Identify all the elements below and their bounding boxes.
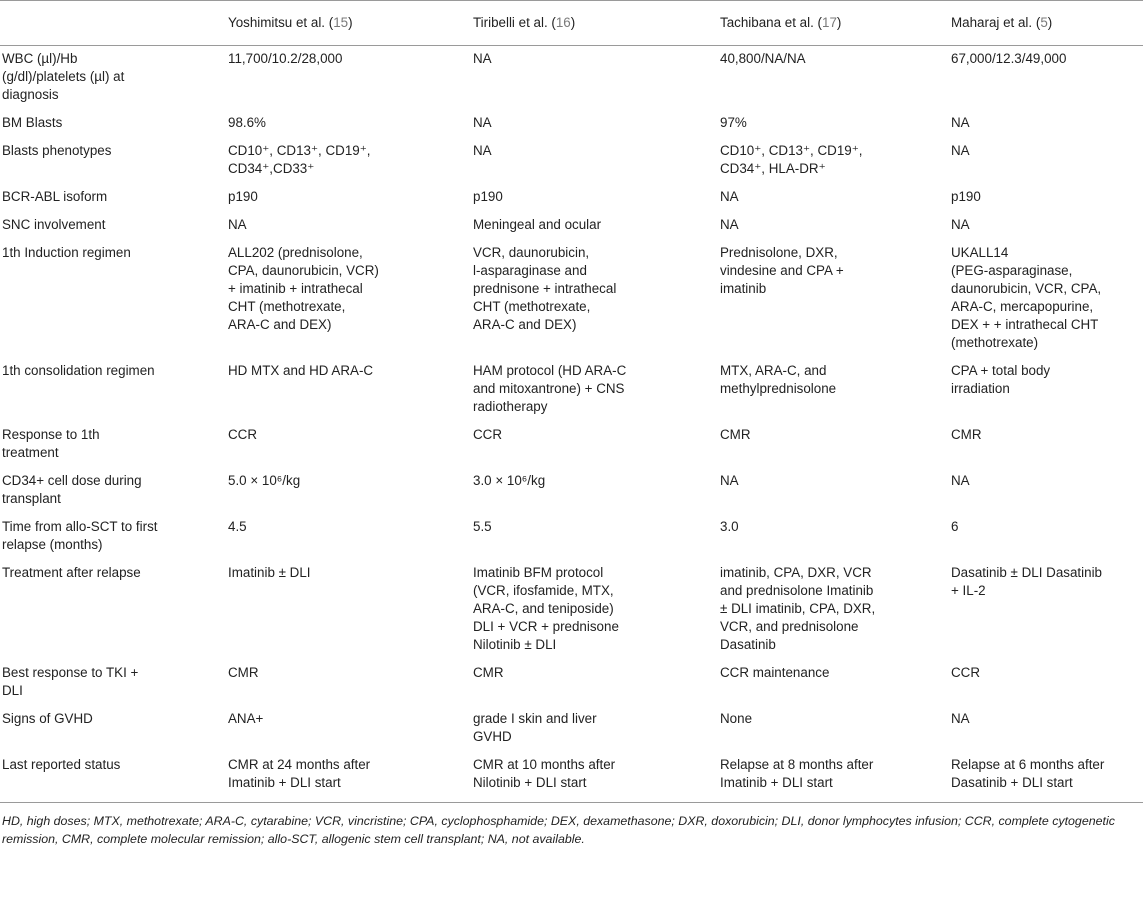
table-cell: Prednisolone, DXR, vindesine and CPA + imatinib (720, 245, 844, 296)
table-cell: 97% (720, 115, 747, 130)
row-label: WBC (µl)/Hb (g/dl)/platelets (µl) at diagnosis (2, 51, 125, 102)
row-label: Time from allo-SCT to first relapse (months) (2, 519, 158, 552)
table-cell: Dasatinib ± DLI Dasatinib + IL-2 (951, 565, 1102, 598)
column-ref-link[interactable]: 17 (822, 15, 837, 30)
table-cell: CPA + total body irradiation (951, 363, 1051, 396)
table-cell: NA (951, 217, 970, 232)
column-name: Tiribelli et al. (473, 15, 548, 30)
table-cell: Imatinib BFM protocol (VCR, ifosfamide, MTX, ARA-C, and teniposide) DLI + VCR + prednisone Nilotinib ± DLI (473, 565, 619, 652)
table-cell: MTX, ARA-C, and methylprednisolone (720, 363, 837, 396)
table-cell: Imatinib ± DLI (228, 565, 311, 580)
table-cell: NA (951, 143, 970, 158)
table-cell: NA (951, 711, 970, 726)
table-cell: 98.6% (228, 115, 266, 130)
row-label: 1th Induction regimen (2, 245, 131, 260)
table-cell: HD MTX and HD ARA-C (228, 363, 374, 378)
row-label: Treatment after relapse (2, 565, 141, 580)
table-cell: NA (951, 115, 970, 130)
table-row (0, 706, 1143, 752)
table-cell: 5.0 × 10⁶/kg (228, 473, 301, 488)
table-cell: NA (228, 217, 247, 232)
table-cell: UKALL14 (PEG-asparaginase, daunorubicin, VCR, CPA, ARA-C, mercapopurine, DEX + + intrathecal CHT (methotrexate) (951, 245, 1102, 350)
table-cell: CMR (473, 665, 504, 680)
row-label: Blasts phenotypes (2, 143, 112, 158)
row-label: 1th consolidation regimen (2, 363, 155, 378)
table-cell: 67,000/12.3/49,000 (951, 51, 1067, 66)
table-row (0, 212, 1143, 240)
table-row (0, 240, 1143, 358)
table-cell: NA (473, 143, 492, 158)
column-name: Maharaj et al. (951, 15, 1033, 30)
table-cell: 40,800/NA/NA (720, 51, 806, 66)
table-cell: CMR (720, 427, 751, 442)
header-row (0, 1, 1143, 46)
table-cell: NA (951, 473, 970, 488)
table-row (0, 184, 1143, 212)
table-cell: ANA+ (228, 711, 264, 726)
table-row (0, 422, 1143, 468)
table-cell: VCR, daunorubicin, l-asparaginase and prednisone + intrathecal CHT (methotrexate, ARA-C and DEX) (473, 245, 617, 332)
row-label: Last reported status (0, 752, 228, 803)
table-cell: NA (720, 217, 739, 232)
table-cell: CD10⁺, CD13⁺, CD19⁺, CD34⁺,CD33⁺ (228, 143, 371, 176)
column-ref-link[interactable]: 16 (555, 15, 571, 30)
table-cell: 11,700/10.2/28,000 (228, 51, 343, 66)
table-cell: CMR (228, 665, 259, 680)
header-tiribelli: Tiribelli et al. (16) (473, 1, 720, 46)
table-row (0, 138, 1143, 184)
table-row (0, 752, 1143, 803)
header-yoshimitsu: Yoshimitsu et al. (15) (228, 1, 473, 46)
table-cell: p190 (951, 189, 981, 204)
table-cell: 6 (951, 519, 959, 534)
header-tachibana: Tachibana et al. (17) (720, 1, 951, 46)
row-label: BCR-ABL isoform (2, 189, 108, 204)
table-cell: NA (473, 51, 492, 66)
table-row (0, 660, 1143, 706)
row-label: CD34+ cell dose during transplant (2, 473, 142, 506)
table-row (0, 46, 1143, 111)
table-cell: CMR at 10 months after Nilotinib + DLI start (473, 752, 720, 803)
table-cell: Relapse at 8 months after Imatinib + DLI start (720, 752, 951, 803)
table-cell: 3.0 × 10⁶/kg (473, 473, 546, 488)
table-row (0, 514, 1143, 560)
table-cell: CCR (228, 427, 258, 442)
table-cell: HAM protocol (HD ARA-C and mitoxantrone) + CNS radiotherapy (473, 363, 627, 414)
table-row (0, 110, 1143, 138)
table-cell: CCR maintenance (720, 665, 830, 680)
table-cell: 4.5 (228, 519, 247, 534)
column-name: Yoshimitsu et al. (228, 15, 326, 30)
column-ref-link[interactable]: 15 (333, 15, 349, 30)
table-cell: NA (720, 189, 739, 204)
row-label: BM Blasts (2, 115, 63, 130)
table-row (0, 468, 1143, 514)
table-cell: p190 (228, 189, 258, 204)
table-cell: CMR at 24 months after Imatinib + DLI start (228, 752, 473, 803)
table-cell: CCR (951, 665, 981, 680)
table-cell: 5.5 (473, 519, 492, 534)
column-name: Tachibana et al. (720, 15, 814, 30)
column-ref-link[interactable]: 5 (1040, 15, 1048, 30)
table-body (0, 46, 1143, 803)
table-cell: ALL202 (prednisolone, CPA, daunorubicin, VCR) + imatinib + intrathecal CHT (methotrexate, ARA-C and DEX) (228, 245, 379, 332)
table-cell: Meningeal and ocular (473, 217, 602, 232)
table-cell: CMR (951, 427, 982, 442)
row-label: Best response to TKI + DLI (2, 665, 139, 698)
table-cell: imatinib, CPA, DXR, VCR and prednisolone Imatinib ± DLI imatinib, CPA, DXR, VCR, and prednisolone Dasatinib (720, 565, 876, 652)
table-cell: CD10⁺, CD13⁺, CD19⁺, CD34⁺, HLA-DR⁺ (720, 143, 863, 176)
table-row (0, 560, 1143, 660)
table-cell: 3.0 (720, 519, 739, 534)
table-cell: grade I skin and liver GVHD (473, 711, 597, 744)
row-label: SNC involvement (2, 217, 106, 232)
table-cell: CCR (473, 427, 503, 442)
table-row (0, 358, 1143, 422)
table-cell: NA (720, 473, 739, 488)
header-maharaj: Maharaj et al. (5) (951, 1, 1143, 46)
table-cell: NA (473, 115, 492, 130)
row-label: Signs of GVHD (2, 711, 93, 726)
table-cell: p190 (473, 189, 503, 204)
header-blank (0, 1, 228, 46)
table-cell: Relapse at 6 months after Dasatinib + DLI start (951, 752, 1143, 803)
row-label: Response to 1th treatment (2, 427, 100, 460)
table-footnote: HD, high doses; MTX, methotrexate; ARA-C, cytarabine; VCR, vincristine; CPA, cyclophosphamide; DEX, dexamethasone; DXR, doxorubicin; DLI, donor lymphocytes infusion; CCR, complete cytogenetic remission, CMR, complete molecular remission; allo-SCT, allogenic stem cell transplant; NA, not available. (2, 814, 1115, 846)
table-cell: None (720, 711, 753, 726)
